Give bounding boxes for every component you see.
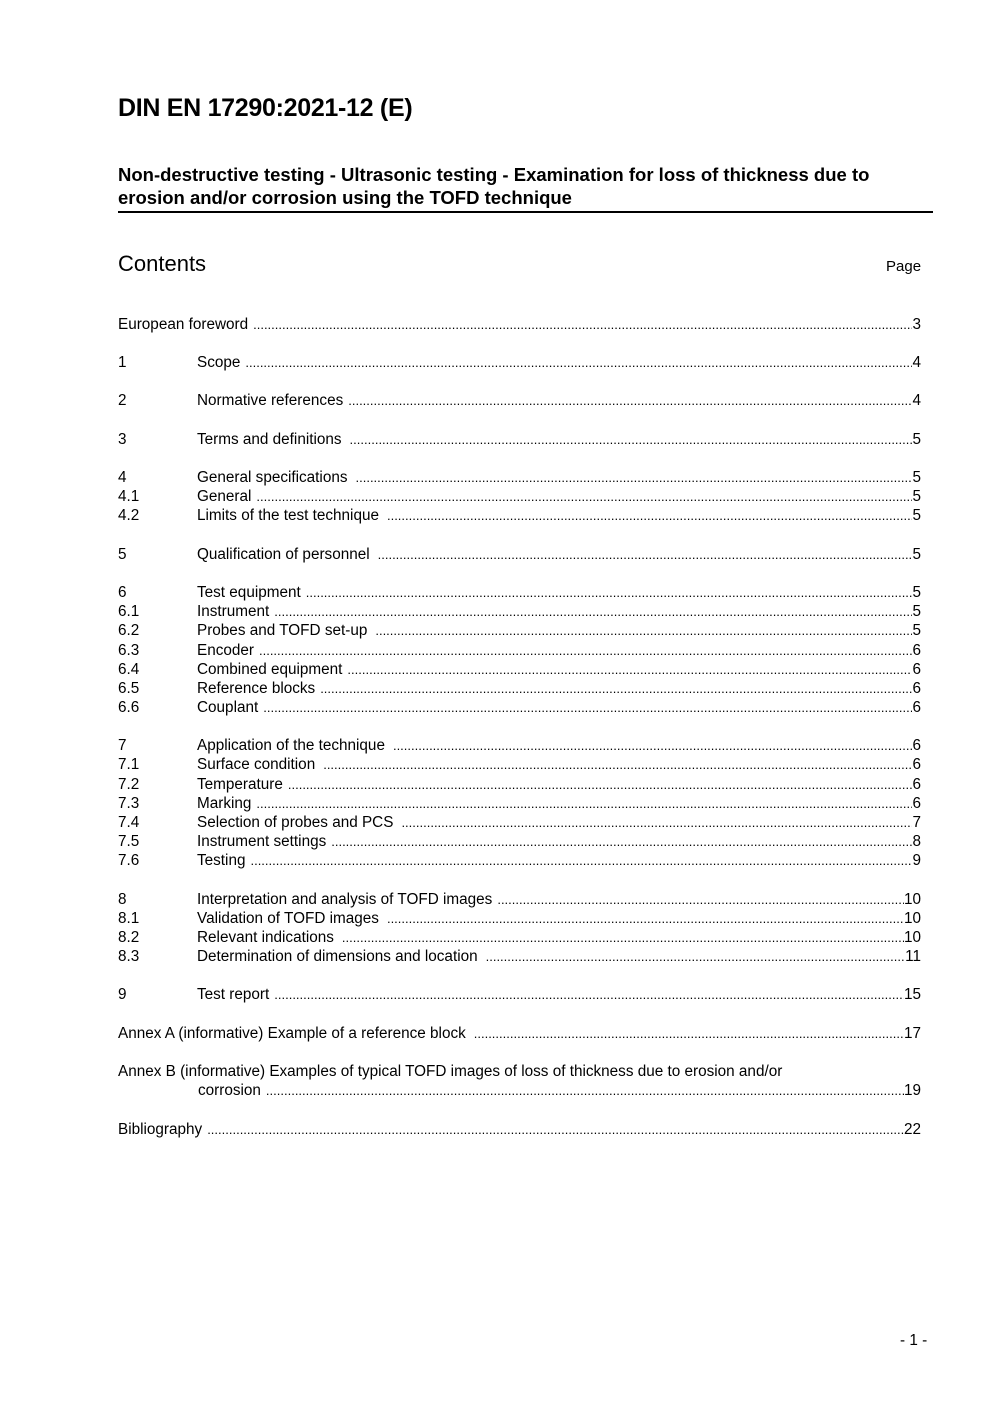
toc-entry-title: General	[197, 488, 252, 505]
toc-entry-page: 5	[912, 488, 921, 505]
toc-entry-number: 7.5	[118, 833, 140, 850]
toc-entry-number: 6.5	[118, 680, 140, 697]
toc-entry-annex-b-title[interactable]: Annex B (informative) Examples of typical TOFD images of loss of thickness due to erosion and/or	[118, 1063, 783, 1080]
toc-entry[interactable]	[118, 736, 921, 755]
toc-entry-number: 7.6	[118, 852, 140, 869]
toc-leader-dots	[348, 391, 912, 410]
toc-entry-number: 8.3	[118, 948, 140, 965]
document-title: Non-destructive testing - Ultrasonic testing - Examination for loss of thickness due to erosion and/or corrosion using the TOFD technique	[118, 163, 933, 213]
toc-entry-page: 10	[903, 910, 921, 927]
toc-entry-page: 6	[912, 680, 921, 697]
toc-entry-page: 15	[903, 986, 921, 1003]
toc-entry[interactable]	[118, 583, 921, 602]
toc-leader-dots	[320, 679, 912, 698]
toc-entry-annex-a[interactable]	[118, 1024, 921, 1043]
toc-entry-page: 5	[912, 622, 921, 639]
toc-entry[interactable]	[118, 928, 921, 947]
toc-entry-number: 6.6	[118, 699, 140, 716]
toc-entry-title: Reference blocks	[197, 680, 316, 697]
toc-leader-dots	[331, 832, 912, 851]
toc-entry[interactable]	[118, 621, 921, 640]
toc-entry-number: 1	[118, 354, 127, 371]
toc-entry-title: General specifications	[197, 469, 348, 486]
toc-entry-foreword[interactable]	[118, 315, 921, 334]
toc-leader-dots	[486, 947, 906, 966]
toc-entry-title: Terms and definitions	[197, 431, 342, 448]
toc-leader-dots	[207, 1120, 904, 1139]
toc-entry[interactable]	[118, 430, 921, 449]
toc-entry-title: Limits of the test technique	[197, 507, 379, 524]
toc-leader-dots	[347, 660, 912, 679]
toc-entry[interactable]	[118, 890, 921, 909]
toc-entry-number: 8.1	[118, 910, 140, 927]
toc-entry-title: Interpretation and analysis of TOFD images	[197, 891, 493, 908]
toc-leader-dots	[256, 794, 912, 813]
toc-entry-number: 8	[118, 891, 127, 908]
toc-entry-page: 19	[903, 1082, 921, 1099]
toc-entry-page: 17	[903, 1025, 921, 1042]
toc-entry-number: 8.2	[118, 929, 140, 946]
toc-leader-dots	[288, 775, 913, 794]
toc-entry-title: Test report	[197, 986, 270, 1003]
toc-leader-dots	[378, 545, 913, 564]
toc-entry-title: Instrument	[197, 603, 270, 620]
toc-entry-number: 6.2	[118, 622, 140, 639]
toc-entry-page: 5	[912, 469, 921, 486]
toc-entry-page: 7	[912, 814, 921, 831]
toc-entry-page: 6	[912, 795, 921, 812]
toc-leader-dots	[350, 430, 913, 449]
toc-entry-page: 10	[903, 891, 921, 908]
toc-entry-page: 6	[912, 776, 921, 793]
toc-leader-dots	[274, 602, 912, 621]
toc-entry-title: Qualification of personnel	[197, 546, 370, 563]
toc-entry-title: Test equipment	[197, 584, 301, 601]
page-number: - 1 -	[900, 1332, 928, 1349]
toc-entry-number: 7.2	[118, 776, 140, 793]
toc-entry[interactable]	[118, 813, 921, 832]
toc-leader-dots	[393, 736, 913, 755]
toc-entry-title: European foreword	[118, 316, 249, 333]
toc-leader-dots	[323, 755, 912, 774]
toc-entry-title: Encoder	[197, 642, 254, 659]
toc-entry-title: Bibliography	[118, 1121, 203, 1138]
toc-entry-title: Combined equipment	[197, 661, 343, 678]
toc-entry-annex-b[interactable]	[118, 1081, 921, 1100]
toc-entry-number: 6	[118, 584, 127, 601]
toc-entry[interactable]	[118, 909, 921, 928]
toc-leader-dots	[263, 698, 912, 717]
toc-entry[interactable]	[118, 947, 921, 966]
toc-entry[interactable]	[118, 755, 921, 774]
toc-entry-number: 7	[118, 737, 127, 754]
toc-entry-number: 5	[118, 546, 127, 563]
toc-leader-dots	[250, 851, 912, 870]
toc-entry[interactable]	[118, 353, 921, 372]
toc-entry-number: 6.1	[118, 603, 140, 620]
toc-entry-number: 4.2	[118, 507, 140, 524]
toc-leader-dots	[387, 909, 904, 928]
toc-entry[interactable]	[118, 679, 921, 698]
toc-entry-page: 5	[912, 603, 921, 620]
toc-entry-page: 11	[905, 948, 921, 965]
toc-entry-page: 8	[912, 833, 921, 850]
toc-entry-page: 6	[912, 737, 921, 754]
toc-entry[interactable]	[118, 794, 921, 813]
toc-entry-number: 7.4	[118, 814, 140, 831]
toc-entry-title: Selection of probes and PCS	[197, 814, 394, 831]
toc-entry[interactable]	[118, 698, 921, 717]
toc-entry[interactable]	[118, 775, 921, 794]
toc-entry-page: 10	[903, 929, 921, 946]
toc-entry-title: Surface condition	[197, 756, 316, 773]
toc-entry-title: corrosion	[198, 1082, 261, 1099]
toc-entry[interactable]	[118, 660, 921, 679]
toc-entry-page: 6	[912, 699, 921, 716]
toc-entry-title: Validation of TOFD images	[197, 910, 379, 927]
toc-entry-number: 6.4	[118, 661, 140, 678]
toc-leader-dots	[497, 890, 904, 909]
toc-entry-number: 3	[118, 431, 127, 448]
toc-leader-dots	[306, 583, 913, 602]
toc-entry-number: 9	[118, 986, 127, 1003]
toc-entry[interactable]	[118, 506, 921, 525]
toc-entry[interactable]	[118, 391, 921, 410]
toc-entry-title: Couplant	[197, 699, 259, 716]
toc-entry-page: 3	[912, 316, 921, 333]
toc-entry-title: Determination of dimensions and location	[197, 948, 478, 965]
toc-entry-number: 7.3	[118, 795, 140, 812]
toc-entry-title: Relevant indications	[197, 929, 334, 946]
toc-entry-page: 6	[912, 756, 921, 773]
toc-entry-number: 4.1	[118, 488, 140, 505]
toc-entry-page: 4	[912, 354, 921, 371]
toc-entry-title: Probes and TOFD set-up	[197, 622, 368, 639]
toc-entry[interactable]	[118, 985, 921, 1004]
page-column-heading: Page	[886, 258, 922, 275]
toc-leader-dots	[474, 1024, 904, 1043]
toc-entry-page: 5	[912, 546, 921, 563]
toc-entry-page: 6	[912, 642, 921, 659]
toc-leader-dots	[375, 621, 912, 640]
toc-leader-dots	[259, 641, 913, 660]
toc-leader-dots	[245, 353, 912, 372]
toc-entry[interactable]	[118, 487, 921, 506]
toc-entry-page: 5	[912, 584, 921, 601]
toc-entry[interactable]	[118, 851, 921, 870]
toc-entry-title: Marking	[197, 795, 252, 812]
toc-entry-page: 5	[912, 431, 921, 448]
toc-entry[interactable]	[118, 641, 921, 660]
toc-entry[interactable]	[118, 832, 921, 851]
toc-entry-title: Scope	[197, 354, 241, 371]
toc-entry-number: 4	[118, 469, 127, 486]
toc-entry-page: 22	[903, 1121, 921, 1138]
toc-leader-dots	[274, 985, 904, 1004]
toc-entry-title: Temperature	[197, 776, 283, 793]
toc-entry[interactable]	[118, 468, 921, 487]
toc-leader-dots	[387, 506, 913, 525]
toc-leader-dots	[266, 1081, 904, 1100]
toc-entry-page: 5	[912, 507, 921, 524]
toc-entry-page: 4	[912, 392, 921, 409]
toc-entry-number: 7.1	[118, 756, 140, 773]
toc-entry-title: Normative references	[197, 392, 344, 409]
toc-leader-dots	[356, 468, 913, 487]
toc-leader-dots	[342, 928, 904, 947]
toc-leader-dots	[256, 487, 912, 506]
contents-heading: Contents	[118, 251, 207, 276]
toc-entry[interactable]	[118, 602, 921, 621]
toc-entry[interactable]	[118, 545, 921, 564]
toc-entry-title: Instrument settings	[197, 833, 327, 850]
toc-entry-number: 2	[118, 392, 127, 409]
toc-entry-number: 6.3	[118, 642, 140, 659]
toc-leader-dots	[401, 813, 912, 832]
document-id: DIN EN 17290:2021-12 (E)	[118, 94, 413, 122]
toc-entry-title: Annex A (informative) Example of a reference block	[118, 1025, 466, 1042]
toc-entry-title: Testing	[197, 852, 246, 869]
toc-leader-dots	[253, 315, 912, 334]
toc-entry-page: 9	[912, 852, 921, 869]
toc-entry-page: 6	[912, 661, 921, 678]
toc-entry-bibliography[interactable]	[118, 1120, 921, 1139]
toc-entry-title: Application of the technique	[197, 737, 385, 754]
